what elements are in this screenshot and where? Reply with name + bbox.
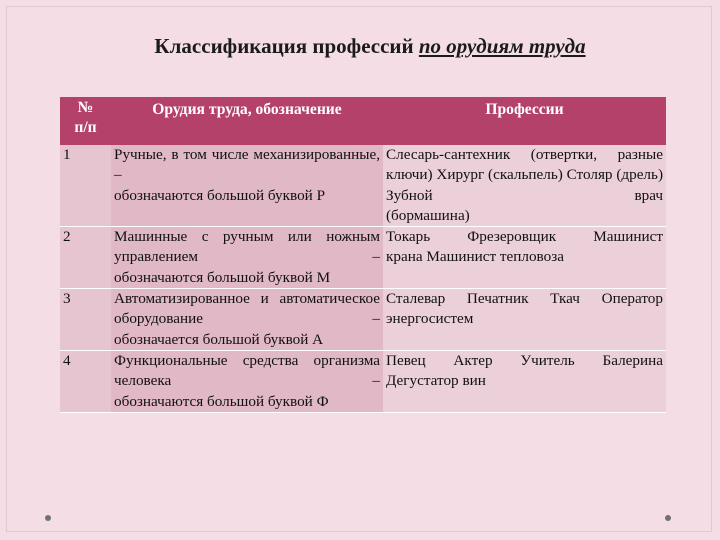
row-number: 1: [60, 145, 111, 227]
table-row: [60, 289, 666, 351]
row-professions: [383, 350, 666, 412]
row-number: 4: [60, 350, 111, 412]
row-tools-main: Функциональные средства организма человека –: [114, 351, 380, 390]
row-professions-main: Токарь Фрезеровщик Машинист: [386, 228, 663, 246]
header-number-line1: №: [77, 99, 94, 116]
bullet-dot-left: [45, 515, 51, 521]
table-header-row: [60, 97, 666, 145]
row-tools-main: Автоматизированное и автоматическое оборудование –: [114, 290, 380, 328]
row-professions-main: Слесарь-сантехник (отвертки, разные ключи) Хирург (скальпель) Столяр (дрель) Зубной врач: [386, 146, 664, 204]
header-number-line2: п/п: [74, 119, 97, 137]
row-professions: [383, 289, 666, 351]
row-professions-tail: крана Машинист тепловоза: [386, 248, 564, 266]
row-professions-tail: (бормашина): [386, 206, 470, 224]
row-number: 2: [60, 227, 111, 289]
slide-title: [0, 34, 720, 59]
row-tools-main: Машинные с ручным или ножным управлением –: [114, 228, 380, 266]
table-row: [60, 227, 666, 289]
row-tools: [111, 350, 383, 412]
row-professions-tail: энергосистем: [386, 310, 474, 328]
row-tools-tail: обозначаются большой буквой Ф: [114, 392, 329, 410]
table-row: [60, 350, 666, 412]
row-professions-main: Певец Актер Учитель Балерина: [386, 351, 663, 369]
header-tools: Орудия труда, обозначение: [111, 97, 383, 145]
bullet-dot-right: [665, 515, 671, 521]
row-number: 3: [60, 289, 111, 351]
row-tools-tail: обозначаются большой буквой М: [114, 268, 331, 286]
header-professions: Профессии: [383, 97, 666, 145]
row-professions-tail: Дегустатор вин: [386, 372, 486, 390]
row-professions-main: Сталевар Печатник Ткач Оператор: [386, 290, 663, 308]
row-tools: [111, 145, 383, 227]
title-emphasis: по орудиям труда: [418, 34, 586, 58]
professions-table: [60, 97, 666, 413]
row-tools: [111, 289, 383, 351]
row-tools-tail: обозначаются большой буквой Р: [114, 186, 326, 204]
row-professions: [383, 145, 666, 227]
title-prefix: Классификация профессий: [154, 34, 414, 58]
row-professions: [383, 227, 666, 289]
header-number: [60, 97, 111, 145]
row-tools-main: Ручные, в том числе механизированные, –: [114, 146, 380, 184]
row-tools: [111, 227, 383, 289]
table-row: [60, 145, 666, 227]
row-tools-tail: обозначается большой буквой А: [114, 330, 324, 348]
